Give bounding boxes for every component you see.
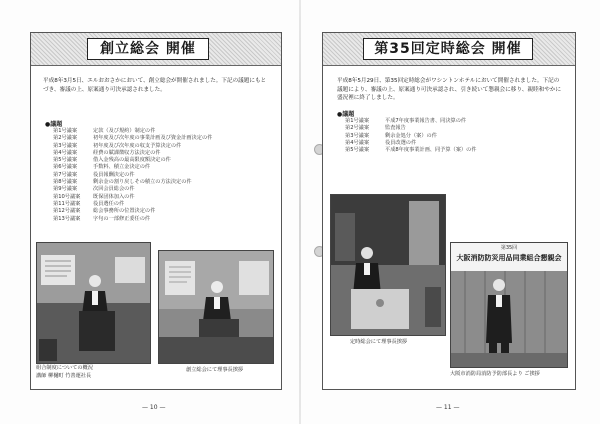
photo-fire-chief-caption: 大阪市消防局消防予防部長より ご挨拶: [450, 371, 540, 377]
right-agenda-list: [345, 118, 560, 154]
photo-chairman-founding: [158, 250, 274, 364]
left-page-title: 創立総会 開催: [87, 38, 209, 60]
agenda-item: 第13号議案 字句の一部修正委任の件: [53, 215, 151, 222]
left-agenda-list: [53, 128, 268, 223]
agenda-item: 第5号議案 平成8年度事業計画、同予算（案）の件: [345, 147, 477, 154]
left-title-band: [31, 33, 281, 66]
photo-fire-chief: [450, 242, 568, 368]
agenda-item: 第1号議案 平成7年度事業報告書、同決算の件: [345, 118, 467, 124]
agenda-item: 第8号議案 剰余金の割り戻しその積立の方法決定の件: [53, 179, 192, 186]
banner-subtitle: 第35回: [500, 245, 518, 251]
agenda-item: 第10号議案 既保団体加入の件: [53, 193, 135, 200]
right-page: [300, 0, 600, 424]
agenda-item: 第6号議案 手数料、積立金決定の件: [53, 164, 151, 171]
agenda-item: 第12号議案 総会事務所の位置決定の件: [53, 208, 156, 215]
agenda-item: 第1号議案 定款（及び規約）制定の件: [53, 128, 156, 134]
agenda-item: 第3号議案 剰余金処分（案）の件: [345, 132, 437, 139]
photo-chairman-image: [159, 251, 273, 363]
right-intro-text: 平成8年5月29日、第35回定時総会がワシントンホテルにおいて開催されました。下記の議題により、審議の上、原案通り可決承認され、引き続いて懇親会に移り、親睦和やかに盛況裡に終了しました。: [337, 78, 562, 101]
agenda-item: 第4号議案 役員改選の件: [345, 139, 417, 146]
left-intro-text: 平成8年3月5日、エルおおさかにおいて、創立総会が開催されました。下記の議題にもとづき、審議の上、原案通り可決承認されました。: [43, 78, 267, 93]
agenda-item: 第2号議案 初年度及び次年度の事業計画及び資金計画決定の件: [53, 135, 213, 142]
agenda-item: 第5号議案 借入金残高の最高限度額決定の件: [53, 157, 171, 164]
agenda-item: 第3号議案 初年度及び次年度の収支予算決定の件: [53, 142, 182, 149]
right-page-title: 第35回定時総会 開催: [363, 38, 533, 60]
banner-title: 大阪消防防災用品同業組合懇親会: [456, 254, 562, 262]
photo-lecturer-caption: 組合制度についての概況 講師 柳樋町 竹善運社長: [36, 365, 93, 379]
agenda-item: 第7号議案 役員報酬決定の件: [53, 171, 135, 178]
photo-chairman-regular: [330, 194, 446, 336]
photo-lecturer: [36, 242, 151, 364]
right-page-number: — 11 —: [436, 404, 460, 411]
left-agenda-heading: ●議題: [45, 121, 63, 128]
photo-chairman-caption: 創立総会にて理事長挨拶: [186, 367, 244, 373]
photo-regular-caption: 定時総会にて理事長挨拶: [350, 339, 408, 345]
agenda-item: 第9号議案 次回会員総会の件: [53, 186, 135, 193]
left-page-number: — 10 —: [142, 404, 166, 411]
agenda-item: 第11号議案 役員選任の件: [53, 200, 125, 207]
agenda-item: 第4号議案 経費の賦課徴収方法決定の件: [53, 149, 161, 156]
right-title-band: [323, 33, 575, 66]
agenda-item: 第2号議案 監査報告: [345, 125, 406, 132]
right-agenda-heading: ●議題: [337, 111, 355, 118]
photo-lecturer-image: [37, 243, 150, 363]
photo-regular-image: [331, 195, 445, 335]
